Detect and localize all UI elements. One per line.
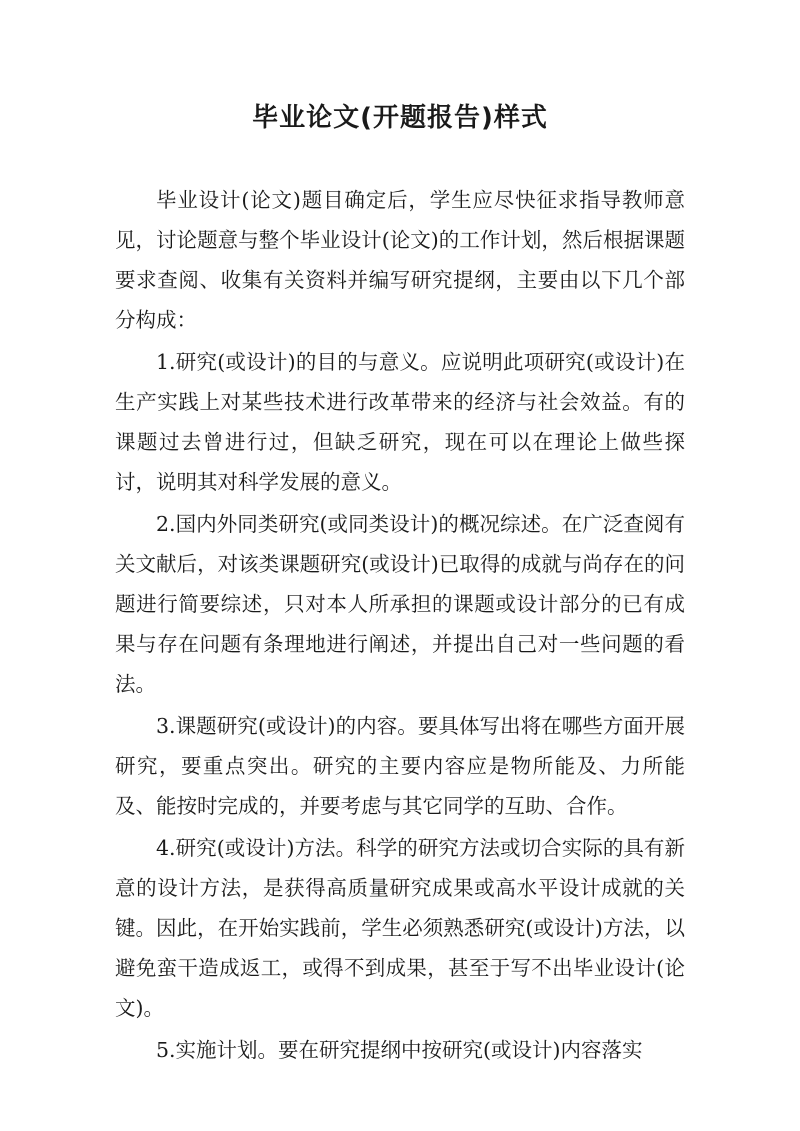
- list-item-content: 3.课题研究(或设计)的内容。要具体写出将在哪些方面开展研究，要重点突出。研究的主要内容应是物所能及、力所能及、能按时完成的，并要考虑与其它同学的互助、合作。: [115, 714, 685, 818]
- list-item-purpose: 1.研究(或设计)的目的与意义。应说明此项研究(或设计)在生产实践上对某些技术进行改革带来的经济与社会效益。有的课题过去曾进行过，但缺乏研究，现在可以在理论上做些探讨，说明其对科学发展的意义。: [115, 350, 685, 494]
- intro-paragraph: 毕业设计(论文)题目确定后，学生应尽快征求指导教师意见，讨论题意与整个毕业设计(论文)的工作计划，然后根据课题要求查阅、收集有关资料并编写研究提纲，主要由以下几个部分构成：: [115, 188, 685, 332]
- document-body: [115, 180, 685, 1072]
- list-item-plan: 5.实施计划。要在研究提纲中按研究(或设计)内容落实: [156, 1038, 643, 1062]
- list-item-survey: 2.国内外同类研究(或同类设计)的概况综述。在广泛查阅有关文献后，对该类课题研究(或设计)已取得的成就与尚存在的问题进行简要综述，只对本人所承担的课题或设计部分的已有成果与存在问题有条理地进行阐述，并提出自己对一些问题的看法。: [115, 512, 685, 696]
- list-item-method: 4.研究(或设计)方法。科学的研究方法或切合实际的具有新意的设计方法，是获得高质量研究成果或高水平设计成就的关键。因此，在开始实践前，学生必须熟悉研究(或设计)方法，以避免蛮干造成返工，或得不到成果，甚至于写不出毕业设计(论文)。: [115, 836, 685, 1020]
- document-title: 毕业论文(开题报告)样式: [252, 103, 548, 133]
